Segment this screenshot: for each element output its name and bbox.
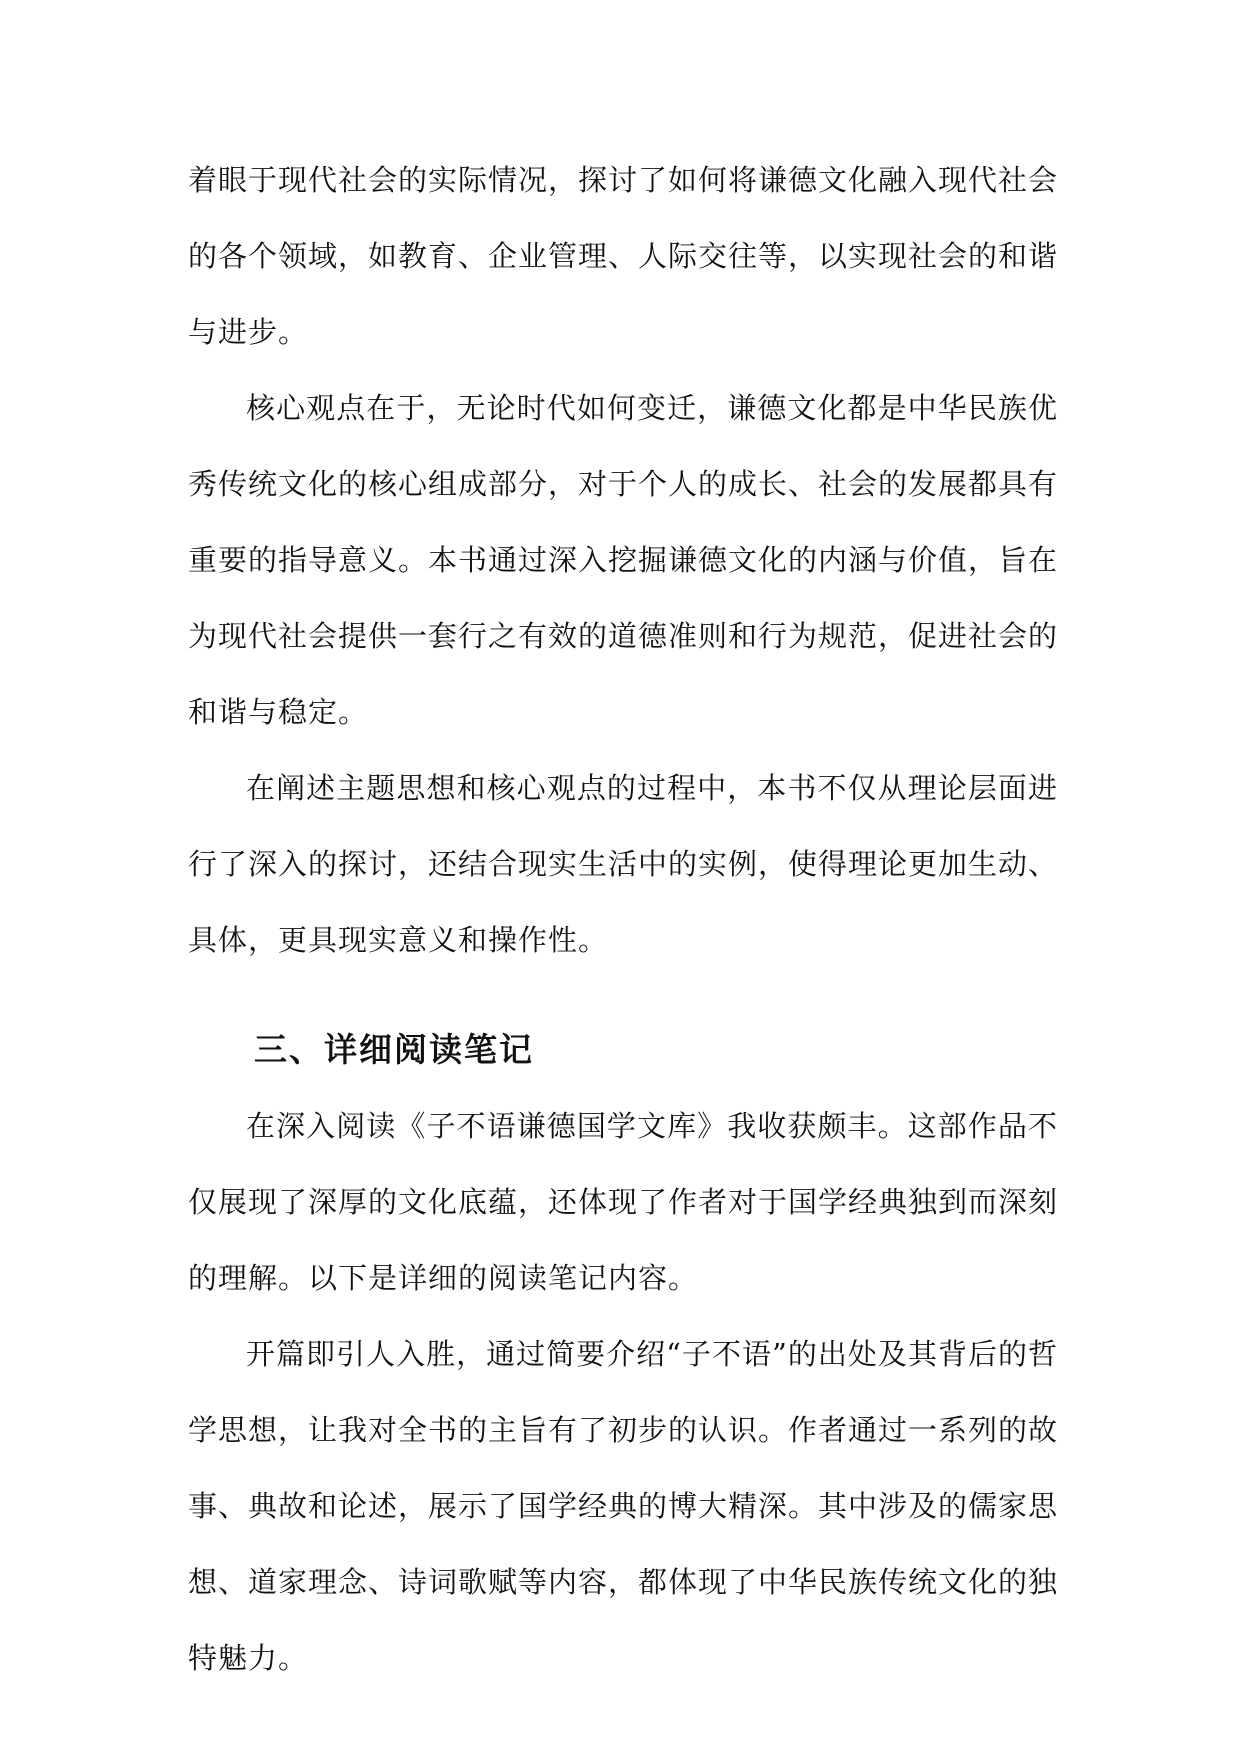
document-body (188, 142, 1058, 1696)
paragraph-reading-intro: 在深入阅读《子不语谦德国学文库》我收获颇丰。这部作品不仅展现了深厚的文化底蕴，还体现了作者对于国学经典独到而深刻的理解。以下是详细的阅读笔记内容。 (188, 1109, 1059, 1295)
paragraph-continuation: 着眼于现代社会的实际情况，探讨了如何将谦德文化融入现代社会的各个领域，如教育、企业管理、人际交往等，以实现社会的和谐与进步。 (188, 163, 1059, 349)
paragraph-core-viewpoint: 核心观点在于，无论时代如何变迁，谦德文化都是中华民族优秀传统文化的核心组成部分，对于个人的成长、社会的发展都具有重要的指导意义。本书通过深入挖掘谦德文化的内涵与价值，旨在为现代社会提供一套行之有效的道德准则和行为规范，促进社会的和谐与稳定。 (188, 391, 1059, 729)
section-heading: 三、详细阅读笔记 (254, 1030, 534, 1069)
paragraph-opening-notes: 开篇即引人入胜，通过简要介绍“子不语”的出处及其背后的哲学思想，让我对全书的主旨有了初步的认识。作者通过一系列的故事、典故和论述，展示了国学经典的博大精深。其中涉及的儒家思想、道家理念、诗词歌赋等内容，都体现了中华民族传统文化的独特魅力。 (188, 1337, 1059, 1675)
paragraph-theory-practice: 在阐述主题思想和核心观点的过程中，本书不仅从理论层面进行了深入的探讨，还结合现实生活中的实例，使得理论更加生动、具体，更具现实意义和操作性。 (188, 771, 1059, 957)
